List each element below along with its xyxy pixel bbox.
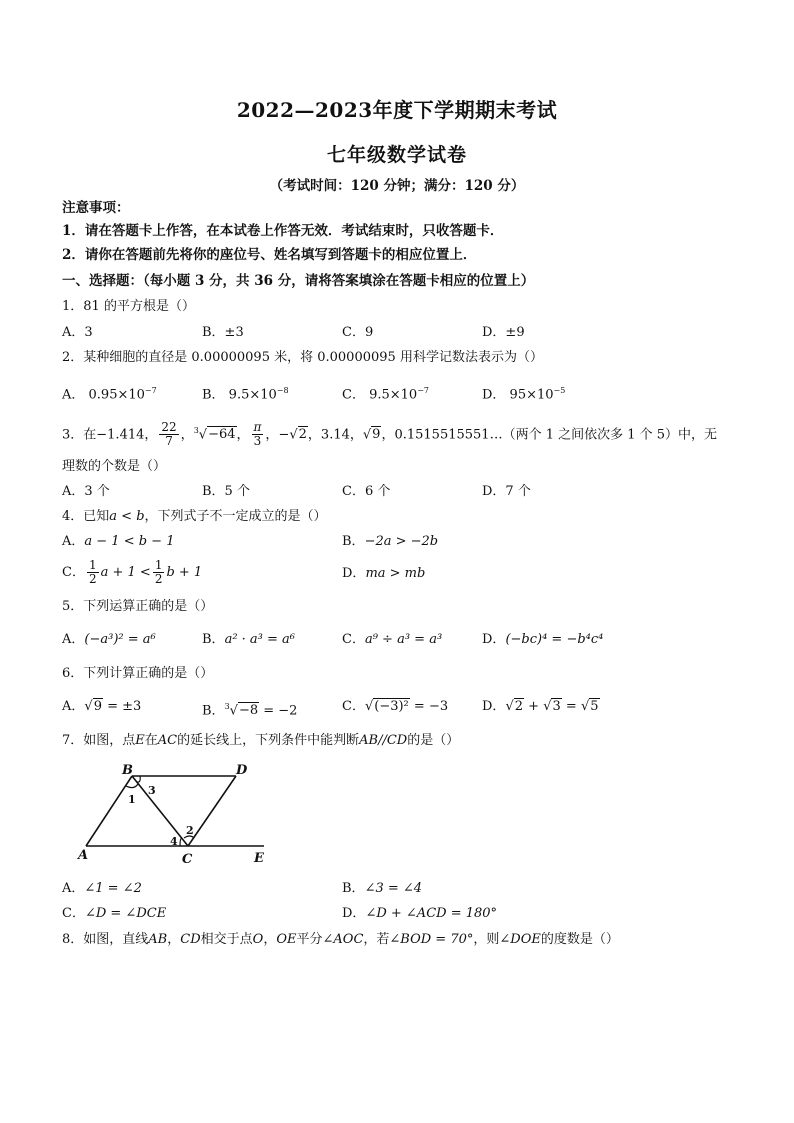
q8-tail: 的度数是（） [540,932,619,947]
q3-lead: 3．在−1.414， [62,427,158,443]
q8-line-cd: CD [180,932,201,947]
q4-tail: ，下列式子不一定成立的是（） [144,509,327,524]
q3-option-c: C．6 个 [342,484,391,499]
q5-d-label: D． [482,632,506,647]
q6-b-rad: −8 [238,703,259,719]
segment-dc [188,776,236,846]
q4-option-a [62,533,174,551]
q4-c-frac1-den: 2 [88,572,97,586]
q2-a-exp: −7 [144,386,157,395]
q6-d-radical-sign-1: √ [505,699,514,714]
label-b: B [122,763,133,778]
q3-frac-22-7 [159,421,178,448]
q3-radical-sign-3: √ [362,427,372,443]
q2-d-base: D． 95×10 [482,387,554,403]
q4-condition: a < b [109,509,145,524]
q7-a-expr: ∠1 = ∠2 [84,881,142,896]
q3-cbrt-val: −64 [208,427,236,443]
q7-option-b [342,880,422,898]
q7-a-label: A． [62,881,85,896]
q8-mid3: ，则 [473,932,500,947]
exam-title: 2022—2023年度下学期期末考试 [236,98,558,122]
q6-d-radical-sign-3: √ [580,699,590,714]
q8-comma2: ， [263,932,277,947]
q8-mid1: 相交于点 [200,932,253,947]
q6-d-label: D． [482,699,506,714]
q4-stem [62,508,327,526]
q7-b-expr: ∠3 = ∠4 [364,881,423,896]
q6-option-b [202,698,297,720]
q3-radical-sign: √ [198,427,208,443]
q3-option-b: B．5 个 [202,484,250,499]
q4-option-b [342,533,438,551]
q2-option-a [62,382,157,404]
q8-angle-aoc: ∠AOC [322,932,364,947]
q4-option-c [62,556,202,590]
q3-rest2: ，0.1515515551…（两个 1 之间依次多 1 个 5）中，无 [381,427,718,443]
q5-a-expr: (−a³)² = a⁶ [84,632,156,647]
q8-stem [62,931,619,949]
q7-mid2: 的延长线上，下列条件中能判断 [177,733,360,748]
q7-option-c [62,905,166,923]
q4-option-d [342,565,425,583]
q2-c-exp: −7 [417,386,429,395]
q6-c-tail: = −3 [409,699,449,714]
angle-label-4: 4 [170,835,178,848]
q4-c-tail: b + 1 [166,565,203,580]
q8-comma1: ， [167,932,181,947]
q6-c-rad: (−3)² [374,699,409,714]
q7-mid: 在 [144,733,158,748]
q3-stem-line1: 3．在−1.414， $\frac{22}{7}$ ，$^3$√−64， $\frac{\pi}{3}$ ，−√2，3.14，√9，0.1515515551…（两个 1 之间依次多 1 个 5）中，无 [62,420,718,449]
q5-option-c [342,631,442,649]
q1-stem: 1．81 的平方根是（） [62,299,195,314]
q6-b-tail: = −2 [259,703,298,719]
q2-d-exp: −5 [553,386,566,395]
q4-lead: 4．已知 [62,509,110,524]
q4-d-label: D． [342,566,366,581]
q8-mid2: 平分 [296,932,323,947]
q6-option-d [482,698,600,716]
q5-b-expr: a² · a³ = a⁶ [224,632,296,647]
q7-point-e: E [135,733,145,748]
q3-rest1: ，3.14， [307,427,363,443]
q6-b-index: 3 [224,702,230,711]
label-c: C [182,852,193,867]
q7-c-label: C． [62,906,85,921]
q6-c-radical-sign: √ [364,699,374,714]
q5-c-expr: a⁹ ÷ a³ = a³ [364,632,443,647]
q2-stem: 2．某种细胞的直径是 0.00000095 米，将 0.00000095 用科学记数法表示为（） [62,350,543,365]
q4-c-frac2-num: 1 [154,558,163,572]
q3-frac2-den: 3 [253,434,262,449]
q5-option-d [482,631,603,649]
q3-frac-pi-3 [252,421,264,448]
q3-frac1-num: 22 [161,420,177,435]
q1-option-a: A．3 [62,325,93,340]
q3-sqrt9: 9 [372,427,381,443]
q7-figure [76,760,276,868]
label-e: E [254,851,264,866]
segment-ab [86,776,132,846]
q6-d-eq: = [561,699,581,714]
q6-d-r3: 5 [590,699,599,714]
q6-a-label: A． [62,699,85,714]
segment-bc [132,776,188,846]
q2-option-b [202,382,289,404]
q6-a-tail: = ±3 [102,699,142,714]
section-heading: 一、选择题：（每小题 3 分，共 36 分，请将答案填涂在答题卡相应的位置上） [62,273,535,289]
q4-c-frac1-num: 1 [88,558,97,572]
q3-sqrt2: 2 [298,427,307,443]
q3-neg: − [278,427,290,443]
q1-option-d: D．±9 [482,325,525,340]
q4-a-label: A． [62,534,85,549]
q8-point-o: O [252,932,264,947]
angle-arc-3 [137,776,140,782]
q6-d-r1: 2 [514,699,524,714]
q2-option-c [342,382,429,404]
q8-lead: 8．如图，直线 [62,932,149,947]
q8-comma3: ，若 [363,932,390,947]
q6-d-radical-sign-2: √ [543,699,552,714]
q6-b-radical-sign: √ [229,703,238,719]
q7-b-label: B． [342,881,365,896]
q3-frac1-den: 7 [165,434,173,449]
angle-label-2: 2 [186,824,194,837]
q8-ask: ∠DOE [499,932,541,947]
q6-option-c [342,698,448,716]
angle-arc-1 [126,784,138,788]
q3-option-d: D．7 个 [482,484,531,499]
q4-c-label: C． [62,565,85,580]
q4-d-expr: ma > mb [365,566,426,581]
q6-a-radical-sign: √ [84,699,93,714]
q3-option-a: A．3 个 [62,484,110,499]
exam-info: （考试时间：120 分钟；满分：120 分） [269,178,525,194]
q3-frac2-num: π [253,420,262,435]
q6-stem: 6．下列计算正确的是（） [62,666,214,681]
q7-d-label: D． [342,906,366,921]
note-item-1: 1．请在答题卡上作答，在本试卷上作答无效．考试结束时，只收答题卡． [62,223,504,239]
q7-tail: 的是（） [407,733,460,748]
q7-lead: 7．如图，点 [62,733,136,748]
q6-c-label: C． [342,699,365,714]
q4-c-mid: a + 1 < [100,565,151,580]
note-item-2: 2．请你在答题前先将你的座位号、姓名填写到答题卡的相应位置上． [62,247,477,263]
q2-b-base: B． 9.5×10 [202,387,277,403]
q6-d-r2: 3 [552,699,561,714]
q8-line-ab: AB [148,932,168,947]
q8-ray-oe: OE [276,932,297,947]
q7-d-expr: ∠D + ∠ACD = 180° [365,906,498,921]
q5-option-a [62,631,156,649]
q4-c-frac2 [153,559,165,586]
q8-given: ∠BOD = 70° [389,932,474,947]
q3-stem-line2: 理数的个数是（） [62,459,167,474]
q5-c-label: C． [342,632,365,647]
q4-b-label: B． [342,534,365,549]
q5-a-label: A． [62,632,85,647]
q4-a-expr: a − 1 < b − 1 [84,534,175,549]
q4-c-frac1 [87,559,99,586]
angle-label-3: 3 [148,784,156,797]
q3-radical-sign-2: √ [289,427,298,443]
q7-option-a [62,880,142,898]
q2-b-exp: −8 [276,386,289,395]
q4-b-expr: −2a > −2b [364,534,439,549]
label-a: A [78,848,89,863]
q2-c-base: C． 9.5×10 [342,387,418,403]
q2-option-d [482,382,565,404]
exam-subtitle: 七年级数学试卷 [326,144,467,166]
q7-seg-ac: AC [157,733,178,748]
q7-c-expr: ∠D = ∠DCE [84,906,167,921]
q5-d-expr: (−bc)⁴ = −b⁴c⁴ [505,632,604,647]
q7-stem [62,732,459,750]
q2-a-base: A． 0.95×10 [62,387,145,403]
q6-d-plus: + [524,699,544,714]
q1-option-c: C．9 [342,325,374,340]
notes-heading: 注意事项： [62,200,130,216]
q5-option-b [202,631,295,649]
q4-c-frac2-den: 2 [154,572,163,586]
q1-option-b: B．±3 [202,325,244,340]
q5-stem: 5．下列运算正确的是（） [62,599,214,614]
q3-cbrt-index: 3 [193,426,199,435]
q6-a-rad: 9 [93,699,102,714]
q5-b-label: B． [202,632,225,647]
angle-label-1: 1 [128,793,136,806]
q6-option-a [62,698,141,716]
q7-option-d [342,905,497,923]
q6-b-label: B． [202,703,225,719]
q7-cond: AB//CD [359,733,408,748]
label-d: D [236,763,248,778]
